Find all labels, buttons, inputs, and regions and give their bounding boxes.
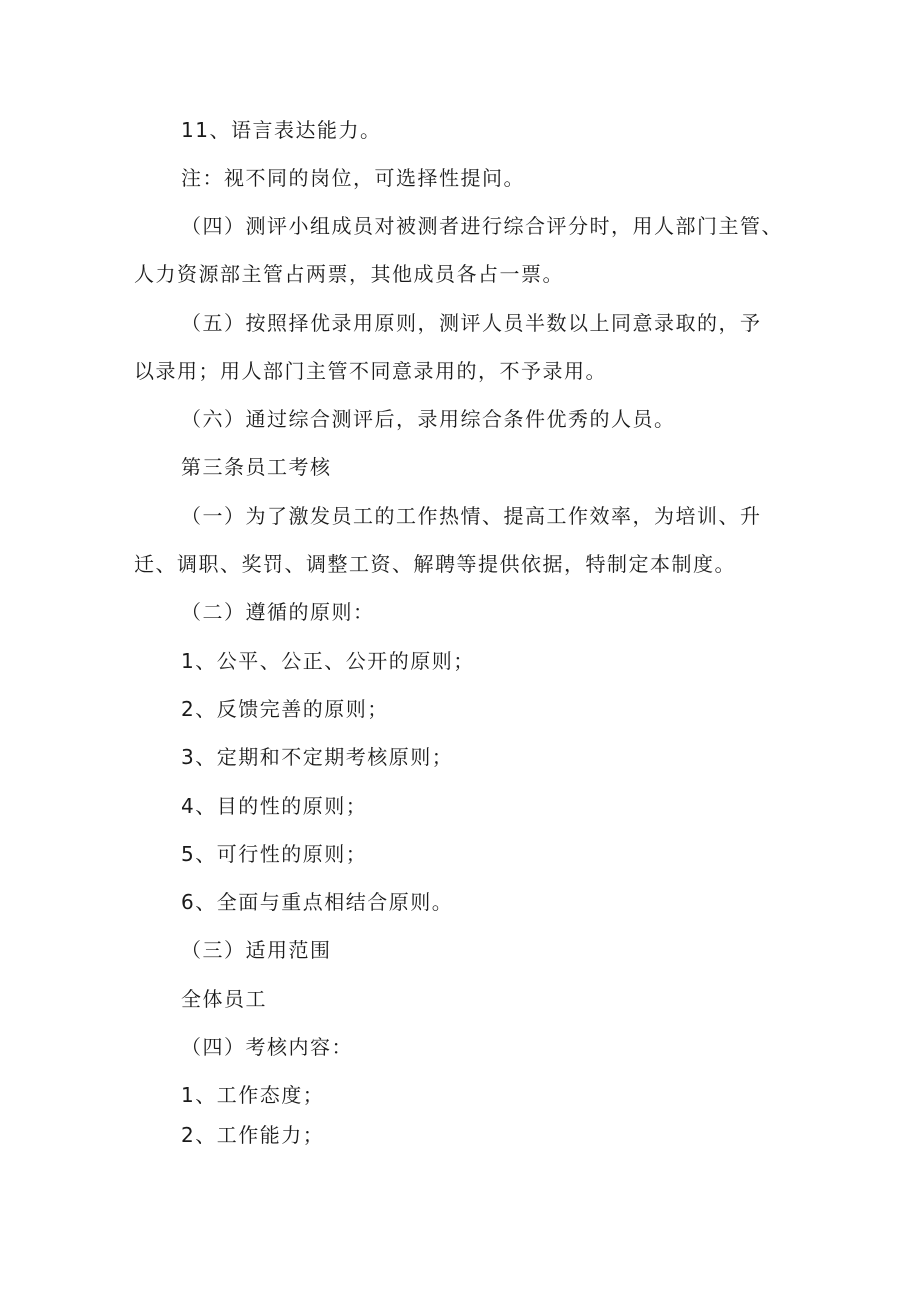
content-item-1: 1、工作态度； xyxy=(181,1083,325,1107)
section-heading-article-3: 第三条员工考核 xyxy=(181,455,332,479)
scope-value: 全体员工 xyxy=(181,987,267,1011)
principle-item-3: 3、定期和不定期考核原则； xyxy=(181,745,454,769)
paragraph-5-line-2: 以录用；用人部门主管不同意录用的，不予录用。 xyxy=(134,359,607,383)
principle-item-2: 2、反馈完善的原则； xyxy=(181,697,389,721)
note-position-questions: 注：视不同的岗位，可选择性提问。 xyxy=(181,166,525,190)
paragraph-5-line-1: （五）按照择优录用原则，测评人员半数以上同意录取的，予 xyxy=(181,311,762,335)
item-11-language-expression: 11、语言表达能力。 xyxy=(181,118,382,142)
assessment-purpose-line-2: 迁、调职、奖罚、调整工资、解聘等提供依据，特制定本制度。 xyxy=(134,552,736,576)
paragraph-4-line-1: （四）测评小组成员对被测者进行综合评分时，用人部门主管、 xyxy=(181,214,783,238)
scope-heading: （三）适用范围 xyxy=(181,938,332,962)
principle-item-4: 4、目的性的原则； xyxy=(181,794,368,818)
principle-item-1: 1、公平、公正、公开的原则； xyxy=(181,649,475,673)
paragraph-4-line-2: 人力资源部主管占两票，其他成员各占一票。 xyxy=(134,262,564,286)
assessment-purpose-line-1: （一）为了激发员工的工作热情、提高工作效率，为培训、升 xyxy=(181,504,762,528)
principle-item-6: 6、全面与重点相结合原则。 xyxy=(181,890,454,914)
content-heading: （四）考核内容： xyxy=(181,1035,353,1059)
principles-heading: （二）遵循的原则： xyxy=(181,600,375,624)
content-item-2: 2、工作能力； xyxy=(181,1123,325,1147)
principle-item-5: 5、可行性的原则； xyxy=(181,842,368,866)
paragraph-6: （六）通过综合测评后，录用综合条件优秀的人员。 xyxy=(181,407,676,431)
